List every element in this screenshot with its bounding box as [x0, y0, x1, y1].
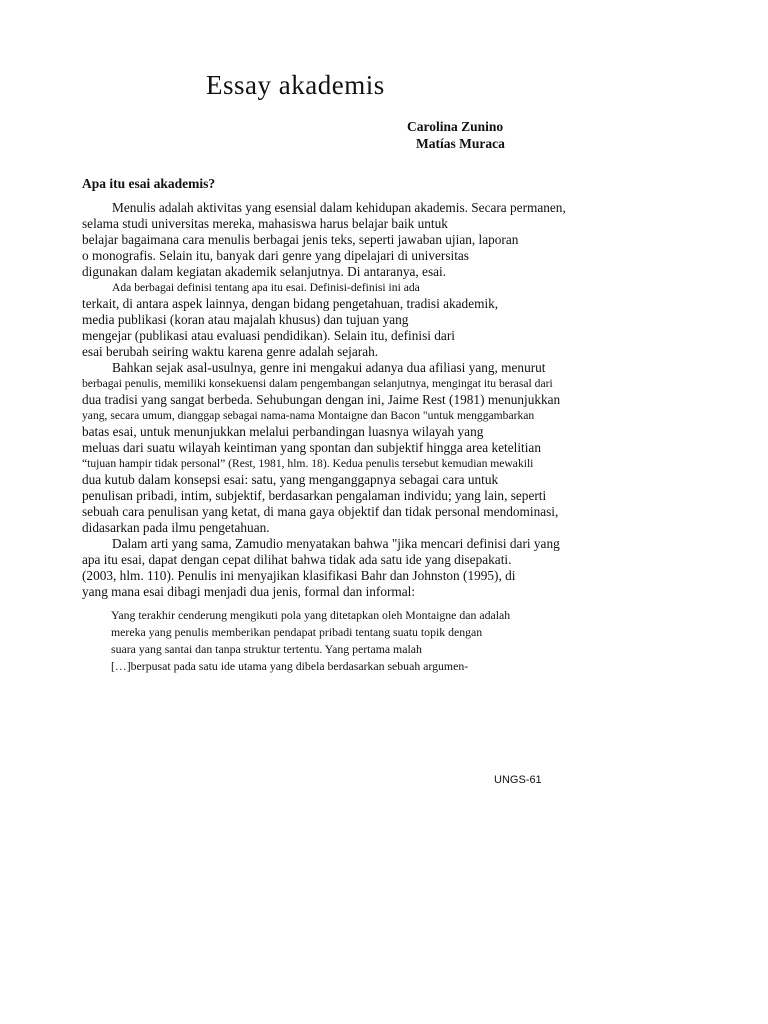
body-line: Bahkan sejak asal-usulnya, genre ini mengakui adanya dua afiliasi yang, menurut: [112, 360, 546, 375]
body-line: esai berubah seiring waktu karena genre adalah sejarah.: [82, 344, 379, 359]
body-line: belajar bagaimana cara menulis berbagai jenis teks, seperti jawaban ujian, laporan: [82, 232, 519, 247]
body-line: penulisan pribadi, intim, subjektif, berdasarkan pengalaman individu; yang lain, seperti: [82, 488, 547, 503]
body-line: Dalam arti yang sama, Zamudio menyatakan bahwa "jika mencari definisi dari yang: [112, 536, 560, 551]
body-line: media publikasi (koran atau majalah khusus) dan tujuan yang: [82, 312, 409, 327]
body-line: dua kutub dalam konsepsi esai: satu, yang menganggapnya sebagai cara untuk: [82, 472, 499, 487]
section-heading: Apa itu esai akademis?: [82, 176, 216, 191]
body-line: mengejar (publikasi atau evaluasi pendidikan). Selain itu, definisi dari: [82, 328, 455, 343]
author-name: Matías Muraca: [416, 136, 505, 151]
body-line: berbagai penulis, memiliki konsekuensi dalam pengembangan selanjutnya, mengingat itu berasal dari: [82, 377, 553, 390]
body-line: dua tradisi yang sangat berbeda. Sehubungan dengan ini, Jaime Rest (1981) menunjukkan: [82, 392, 561, 407]
body-line: sebuah cara penulisan yang ketat, di mana gaya objektif dan tidak personal mendominasi,: [82, 504, 559, 519]
body-line: selama studi universitas mereka, mahasiswa harus belajar baik untuk: [82, 216, 448, 231]
author-name: Carolina Zunino: [407, 119, 504, 134]
body-line: apa itu esai, dapat dengan cepat dilihat bahwa tidak ada satu ide yang disepakati.: [82, 552, 512, 567]
body-line: yang, secara umum, dianggap sebagai nama-nama Montaigne dan Bacon "untuk menggambarkan: [82, 409, 535, 422]
body-line: “tujuan hampir tidak personal” (Rest, 1981, hlm. 18). Kedua penulis tersebut kemudian mewakili: [82, 457, 534, 470]
quote-line: suara yang santai dan tanpa struktur tertentu. Yang pertama malah: [111, 642, 422, 656]
quote-line: […]berpusat pada satu ide utama yang dibela berdasarkan sebuah argumen-: [111, 659, 469, 673]
body-line: meluas dari suatu wilayah keintiman yang spontan dan subjektif hingga area ketelitian: [82, 440, 541, 455]
quote-line: Yang terakhir cenderung mengikuti pola yang ditetapkan oleh Montaigne dan adalah: [111, 608, 511, 622]
quote-line: mereka yang penulis memberikan pendapat pribadi tentang suatu topik dengan: [111, 625, 483, 639]
body-line: (2003, hlm. 110). Penulis ini menyajikan klasifikasi Bahr dan Johnston (1995), di: [82, 568, 516, 583]
body-line: didasarkan pada ilmu pengetahuan.: [82, 520, 270, 535]
body-line: terkait, di antara aspek lainnya, dengan bidang pengetahuan, tradisi akademik,: [82, 296, 499, 311]
body-line: Menulis adalah aktivitas yang esensial dalam kehidupan akademis. Secara permanen,: [112, 200, 566, 215]
page-title: Essay akademis: [206, 70, 385, 100]
body-line: yang mana esai dibagi menjadi dua jenis, formal dan informal:: [82, 584, 416, 599]
page-footer: UNGS-61: [494, 774, 542, 786]
body-line: batas esai, untuk menunjukkan melalui perbandingan luasnya wilayah yang: [82, 424, 484, 439]
body-line: Ada berbagai definisi tentang apa itu esai. Definisi-definisi ini ada: [112, 281, 420, 294]
body-line: o monografis. Selain itu, banyak dari genre yang dipelajari di universitas: [82, 248, 469, 263]
body-line: digunakan dalam kegiatan akademik selanjutnya. Di antaranya, esai.: [82, 264, 447, 279]
